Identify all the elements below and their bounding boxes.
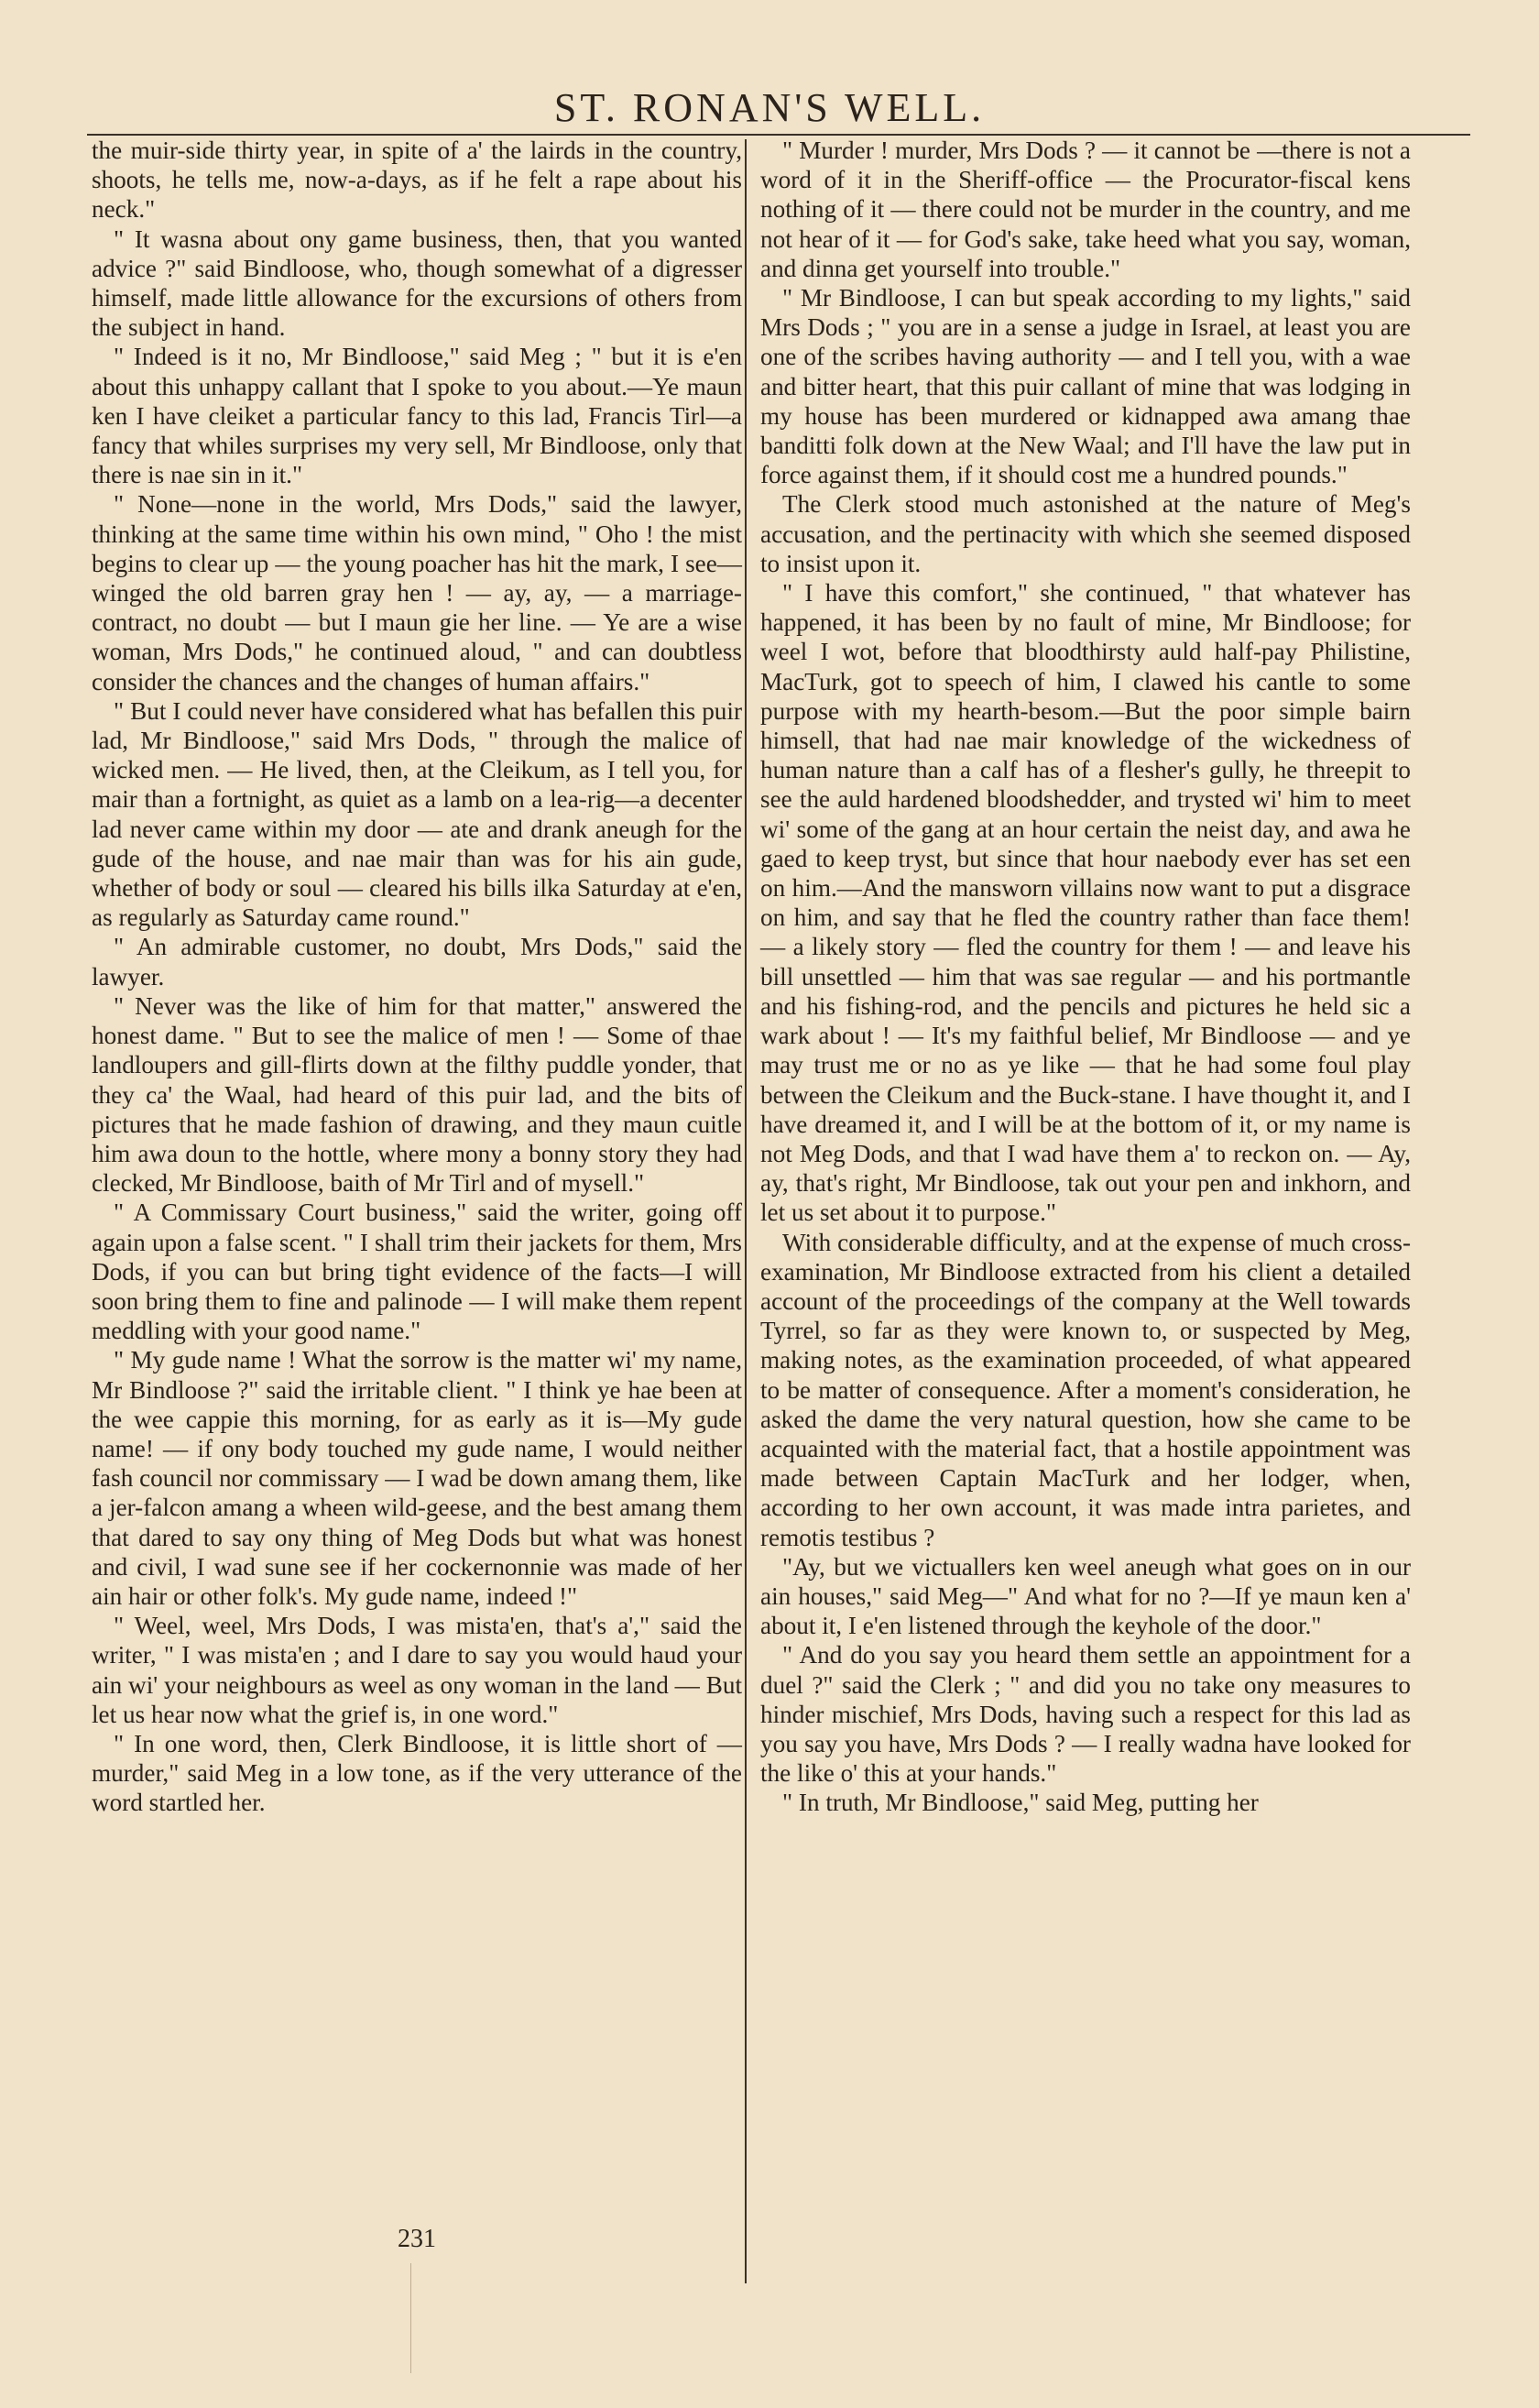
paragraph: " And do you say you heard them settle an appointment for a duel ?" said the Clerk ; " and did you no take ony measures to hinder mischief, Mrs Dods, having such a respect for this lad as you say you have, Mrs Dods ? — I really wadna have looked for the like o' this at your hands." <box>760 1641 1411 1788</box>
paragraph: " But I could never have considered what has befallen this puir lad, Mr Bindloose," said Mrs Dods, " through the malice of wicked men. — He lived, then, at the Cleikum, as I tell you, for mair than a fortnight, as quiet as a lamb on a lea-rig—a decenter lad never came within my door — ate and drank aneugh for the gude of the house, and nae mair than was for his ain gude, whether of body or soul — cleared his bills ilka Saturday at e'en, as regularly as Saturday came round." <box>92 696 742 932</box>
paragraph: " It wasna about ony game business, then, that you wanted advice ?" said Bindloose, who, though somewhat of a digresser himself, made little allowance for the excursions of others from the subject in hand. <box>92 224 742 342</box>
gutter-mark <box>410 2263 411 2373</box>
paragraph: "Ay, but we victuallers ken weel aneugh what goes on in our ain houses," said Meg—" And what for no ?—If ye maun ken a' about it, I e'en listened through the keyhole of the door." <box>760 1552 1411 1640</box>
paragraph: " An admirable customer, no doubt, Mrs Dods," said the lawyer. <box>92 933 742 991</box>
paragraph: " My gude name ! What the sorrow is the matter wi' my name, Mr Bindloose ?" said the irritable client. " I think ye hae been at the wee cappie this morning, for as early as it is—My gude name! — if ony body touched my gude name, I would neither fash council nor commissary — I wad be down amang them, like a jer-falcon amang a wheen wild-geese, and the best amang them that dared to say ony thing of Meg Dods but what was honest and civil, I wad sune see if her cockernonnie was made of her ain hair or other folk's. My gude name, indeed !" <box>92 1346 742 1610</box>
paragraph: " Indeed is it no, Mr Bindloose," said Meg ; " but it is e'en about this unhappy callant that I spoke to you about.—Ye maun ken I have cleiket a particular fancy to this lad, Francis Tirl—a fancy that whiles surprises my very sell, Mr Bindloose, only that there is nae sin in it." <box>92 343 742 489</box>
paragraph: " Never was the like of him for that matter," answered the honest dame. " But to see the malice of men ! — Some of thae landloupers and gill-flirts down at the filthy puddle yonder, that they ca' the Waal, had heard of this puir lad, and the bits of pictures that he made fashion of drawing, and they maun cuitle him awa doun to the hottle, where mony a bonny story they had clecked, Mr Bindloose, baith of Mr Tirl and of mysell." <box>92 991 742 1198</box>
paragraph: " None—none in the world, Mrs Dods," said the lawyer, thinking at the same time within his own mind, " Oho ! the mist begins to clear up — the young poacher has hit the mark, I see—winged the old barren gray hen ! — ay, ay, — a marriage-contract, no doubt — but I maun gie her line. — Ye are a wise woman, Mrs Dods," he continued aloud, " and can doubtless consider the chances and the changes of human affairs." <box>92 490 742 695</box>
paragraph: " Weel, weel, Mrs Dods, I was mista'en, that's a'," said the writer, " I was mista'en ; and I dare to say you would haud your ain wi' your neighbours as weel as ony woman in the land — But let us hear now what the grief is, in one word." <box>92 1612 742 1728</box>
page-number: 231 <box>398 2225 436 2253</box>
paragraph: the muir-side thirty year, in spite of a' the lairds in the country, shoots, he tells me, now-a-days, as if he felt a rape about his neck." <box>92 137 742 224</box>
paragraph: " I have this comfort," she continued, " that whatever has happened, it has been by no fault of mine, Mr Bindloose; for weel I wot, before that bloodthirsty auld half-pay Philistine, MacTurk, got to speech of him, I clawed his cantle to some purpose with my hearth-besom.—But the poor simple bairn himsell, that had nae mair knowledge of the wickedness of human nature than a calf has of a flesher's gully, he threepit to see the auld hardened bloodshedder, and trysted wi' him to meet wi' some of the gang at an hour certain the neist day, and awa he gaed to keep tryst, but since that hour naebody ever has set een on him.—And the mansworn villains now want to put a disgrace on him, and say that he fled the country rather than face them! — a likely story — fled the country for them ! — and leave his bill unsettled — him that was sae regular — and his portmantle and his fishing-rod, and the pencils and pictures he held sic a wark about ! — It's my faithful belief, Mr Bindloose — and ye may trust me or no as ye like — that he had some foul play between the Cleikum and the Buck-stane. I have thought it, and I have dreamed it, and I will be at the bottom of it, or my name is not Meg Dods, and that I wad have them a' to reckon on. — Ay, ay, that's right, Mr Bindloose, tak out your pen and inkhorn, and let us set about it to purpose." <box>760 579 1411 1227</box>
paragraph: " In one word, then, Clerk Bindloose, it is little short of — murder," said Meg in a low tone, as if the very utterance of the word startled her. <box>92 1729 742 1817</box>
right-column <box>760 136 1411 1818</box>
paragraph: With considerable difficulty, and at the expense of much cross-examination, Mr Bindloose extracted from his client a detailed account of the proceedings of the company at the Well towards Tyrrel, so far as they were known to, or suspected by Meg, making notes, as the examination proceeded, of what appeared to be matter of consequence. After a moment's consideration, he asked the dame the very natural question, how she came to be acquainted with the material fact, that a hostile appointment was made between Captain MacTurk and her lodger, when, according to her own account, it was made intra parietes, and remotis testibus ? <box>760 1228 1411 1551</box>
paragraph: " In truth, Mr Bindloose," said Meg, putting her <box>782 1789 1259 1817</box>
paragraph: The Clerk stood much astonished at the nature of Meg's accusation, and the pertinacity with which she seemed disposed to insist upon it. <box>760 490 1411 577</box>
left-column <box>92 136 742 1818</box>
running-head: ST. RONAN'S WELL. <box>553 85 986 130</box>
paragraph: " Mr Bindloose, I can but speak according to my lights," said Mrs Dods ; " you are in a sense a judge in Israel, at least you are one of the scribes having authority — and I tell you, with a wae and bitter heart, that this puir callant of mine that was lodging in my house has been murdered or kidnapped awa amang thae banditti folk down at the New Waal; and I'll have the law put in force against them, if it should cost me a hundred pounds." <box>760 284 1411 489</box>
paragraph: " Murder ! murder, Mrs Dods ? — it cannot be —there is not a word of it in the Sheriff-office — the Procurator-fiscal kens nothing of it — there could not be murder in the country, and me not hear of it — for God's sake, take heed what you say, woman, and dinna get yourself into trouble." <box>760 137 1411 282</box>
paragraph: " A Commissary Court business," said the writer, going off again upon a false scent. " I shall trim their jackets for them, Mrs Dods, if you can but bring tight evidence of the facts—I will soon bring them to fine and palinode — I will make them repent meddling with your good name." <box>92 1199 742 1345</box>
column-divider <box>745 139 747 2283</box>
